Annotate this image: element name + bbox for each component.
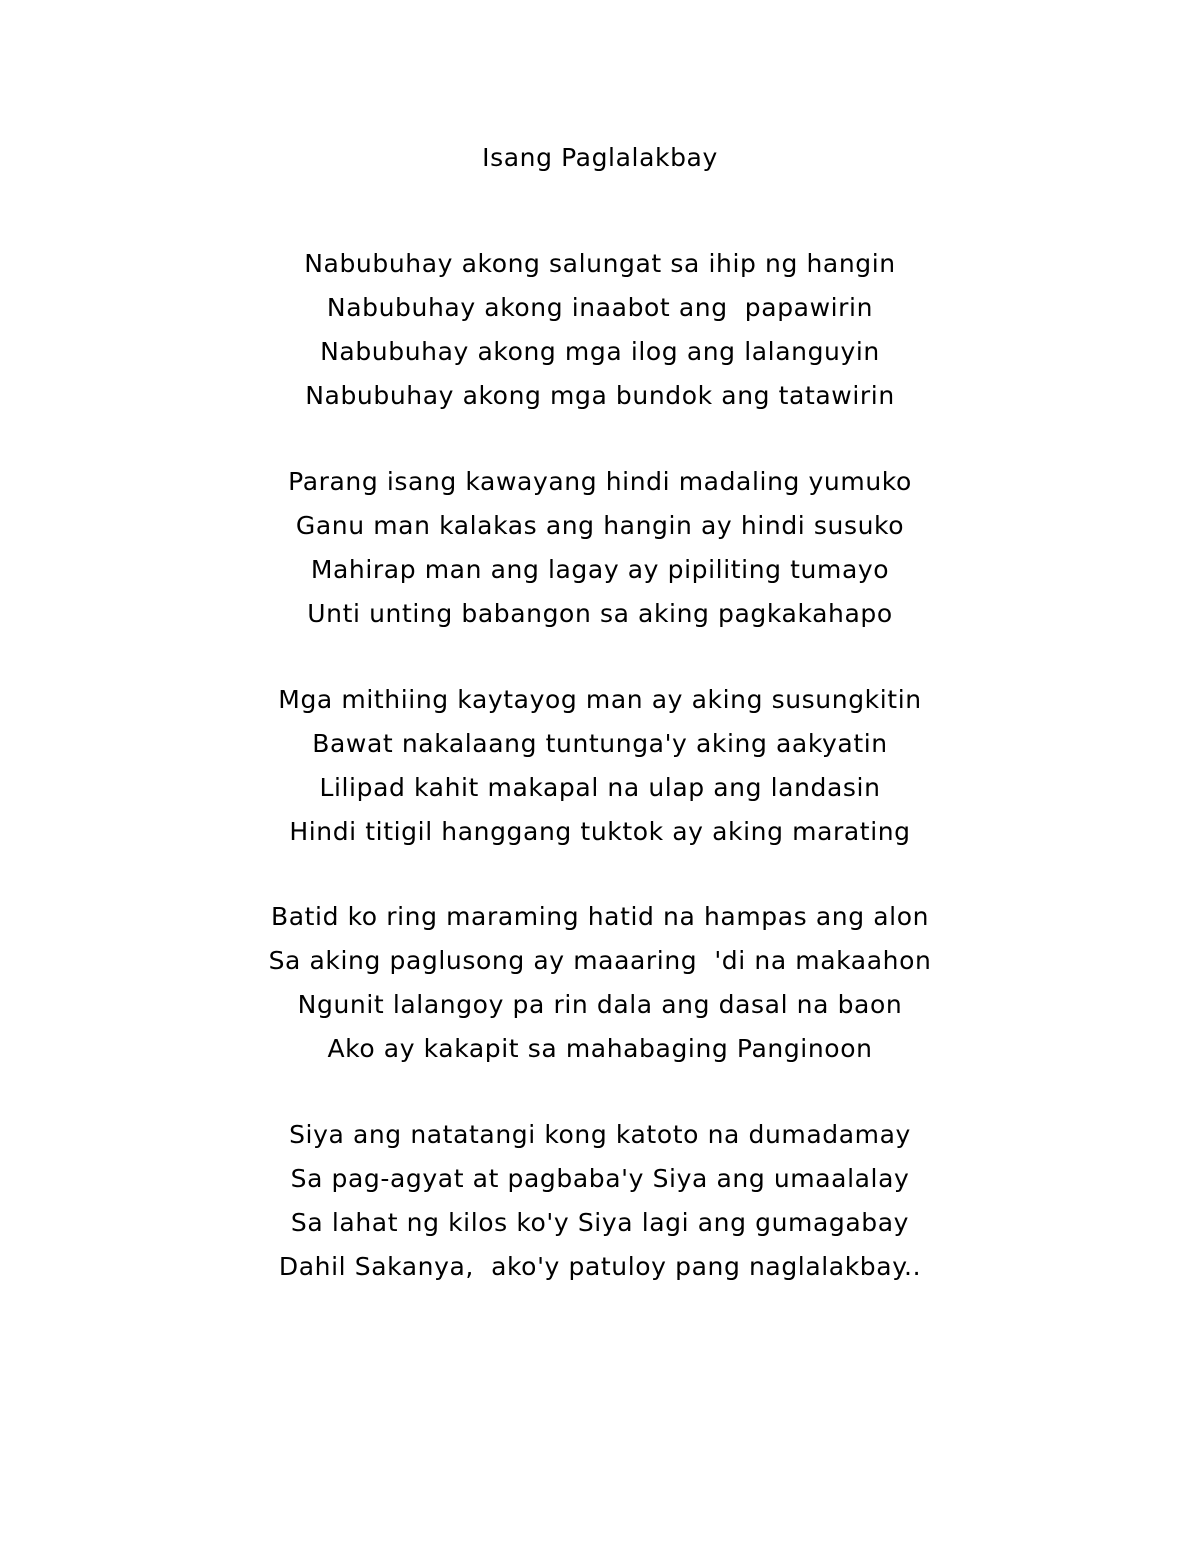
poem-line: Ako ay kakapit sa mahabaging Panginoon [327,1034,873,1063]
stanza-5 [0,1113,1200,1289]
poem-line: Mahirap man ang lagay ay pipiliting tumayo [310,555,890,584]
poem-title: Isang Paglalakbay [482,143,718,172]
poem-line: Nabubuhay akong salungat sa ihip ng hangin [304,249,896,278]
poem-line: Nabubuhay akong mga ilog ang lalanguyin [320,337,880,366]
stanza-4 [0,895,1200,1071]
poem-line: Mga mithiing kaytayog man ay aking susungkitin [278,685,922,714]
poem-line: Ngunit lalangoy pa rin dala ang dasal na baon [297,990,903,1019]
poem-line: Bawat nakalaang tuntunga'y aking aakyatin [312,729,888,758]
stanza-3 [0,678,1200,854]
stanza-1 [0,242,1200,418]
poem-line: Ganu man kalakas ang hangin ay hindi susuko [295,511,905,540]
poem-line: Unti unting babangon sa aking pagkakahapo [307,599,893,628]
poem-line: Lilipad kahit makapal na ulap ang landasin [319,773,881,802]
poem-line: Nabubuhay akong inaabot ang papawirin [326,293,874,322]
poem-line: Parang isang kawayang hindi madaling yumuko [288,467,912,496]
poem-line: Sa aking paglusong ay maaaring 'di na makaahon [268,946,932,975]
poem-line: Hindi titigil hanggang tuktok ay aking marating [289,817,911,846]
poem-line: Batid ko ring maraming hatid na hampas ang alon [270,902,930,931]
stanza-2 [0,460,1200,636]
poem-line: Sa lahat ng kilos ko'y Siya lagi ang gumagabay [290,1208,910,1237]
poem-line: Sa pag-agyat at pagbaba'y Siya ang umaalalay [290,1164,910,1193]
poem-line: Siya ang natatangi kong katoto na dumadamay [289,1120,911,1149]
poem-line: Nabubuhay akong mga bundok ang tatawirin [305,381,895,410]
poem-line: Dahil Sakanya, ako'y patuloy pang naglalakbay.. [278,1252,922,1281]
